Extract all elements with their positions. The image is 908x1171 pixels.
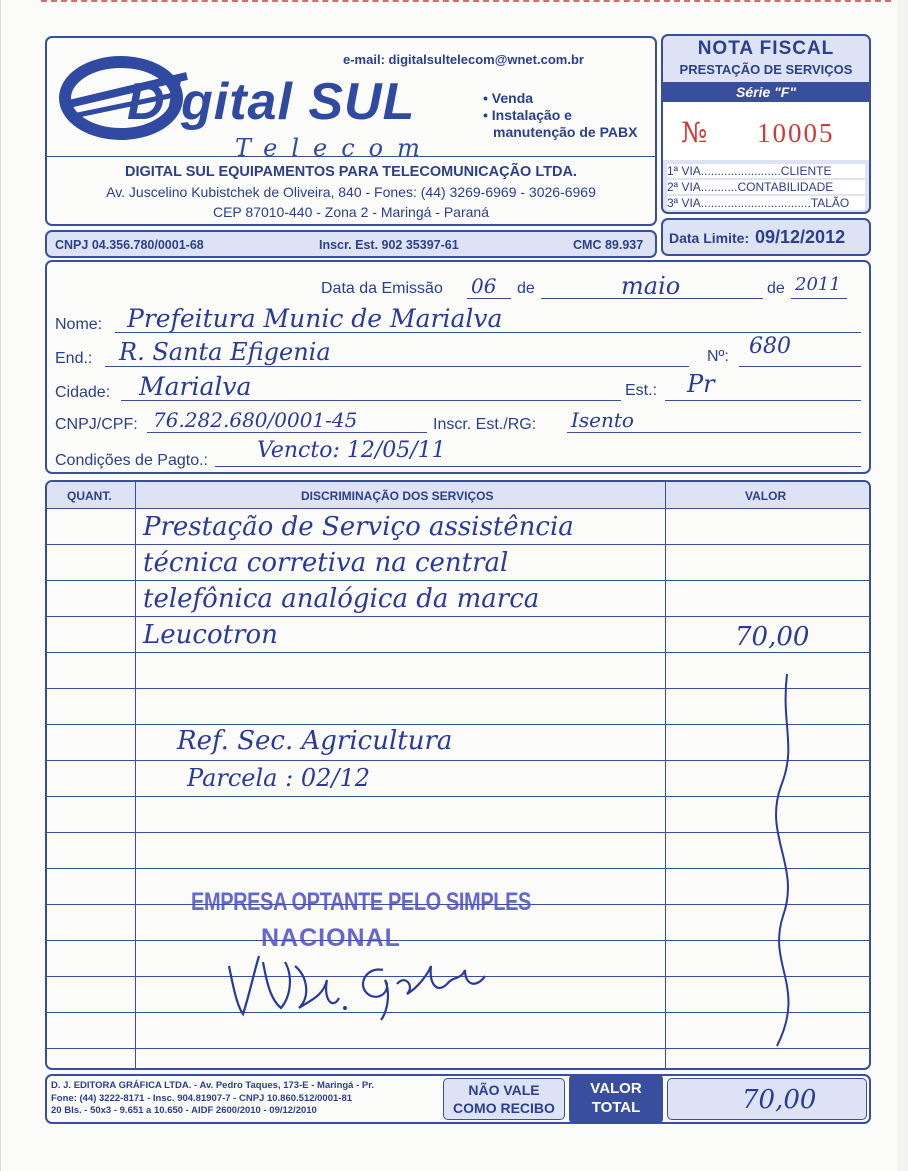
address-line [105, 366, 689, 367]
total-value-box [667, 1078, 867, 1120]
column-value-header: VALOR [745, 489, 787, 503]
invoice-number: 10005 [757, 118, 835, 148]
simples-stamp-line: EMPRESA OPTANTE PELO SIMPLES [191, 888, 531, 916]
customer-city: Marialva [139, 372, 252, 401]
column-qty-header: QUANT. [67, 489, 112, 503]
emission-year: 2011 [795, 274, 841, 295]
invoice-via-2: 2ª VIA...........CONTABILIDADE [667, 180, 865, 194]
number-label: Nº: [707, 348, 729, 365]
service-line-value: 70,00 [735, 622, 810, 652]
emission-de-2: de [767, 280, 785, 297]
company-header-box [45, 36, 657, 226]
service-description-line: telefônica analógica da marca [143, 584, 540, 614]
company-logo-text: Digital SUL [127, 73, 416, 131]
company-inscr: Inscr. Est. 902 35397-61 [319, 238, 459, 252]
limit-date-label: Data Limite: [669, 230, 750, 246]
invoice-title-box [661, 34, 871, 214]
invoice-title: NOTA FISCAL [697, 38, 835, 59]
city-label: Cidade: [55, 384, 111, 401]
cnpj-line [147, 432, 427, 433]
name-label: Nome: [55, 316, 103, 333]
address-label: End.: [55, 350, 93, 367]
emission-day: 06 [471, 274, 497, 298]
customer-name: Prefeitura Munic de Marialva [127, 304, 503, 333]
limit-date-value: 09/12/2012 [755, 227, 846, 247]
inscr-line [567, 432, 861, 433]
header-divider [47, 156, 655, 157]
company-services [483, 90, 637, 141]
invoice-number-area [663, 102, 869, 160]
emission-month: maio [621, 272, 681, 300]
table-row [47, 652, 869, 653]
reference-line: Parcela : 02/12 [187, 764, 370, 792]
services-table [45, 480, 871, 1070]
invoice-via-3: 3ª VIA.................................TALÃO [667, 196, 865, 210]
footer-box [45, 1074, 871, 1124]
printer-line: 20 Bls. - 50x3 - 9.651 a 10.650 - AIDF 2600/2010 - 09/12/2010 [51, 1105, 317, 1116]
service-item: • Venda [483, 90, 534, 106]
customer-inscr: Isento [571, 408, 634, 432]
cnpj-label: CNPJ/CPF: [55, 416, 138, 433]
total-label-badge [569, 1074, 663, 1124]
printer-info [51, 1080, 374, 1118]
perforation-line [41, 0, 891, 4]
company-cnpj: CNPJ 04.356.780/0001-68 [55, 238, 204, 252]
emission-de-1: de [517, 280, 535, 297]
table-row [47, 616, 869, 617]
simples-stamp-line: NACIONAL [261, 924, 401, 952]
printer-line: Fone: (44) 3222-8171 - Insc. 904.81907-7 - CNPJ 10.860.512/0001-81 [51, 1092, 353, 1104]
limit-date-box [661, 218, 871, 256]
company-legal-name: DIGITAL SUL EQUIPAMENTOS PARA TELECOMUNICAÇÃO LTDA. [125, 164, 577, 180]
total-label-text: VALOR [590, 1080, 642, 1097]
company-logo-subtext: Telecom [235, 134, 434, 162]
table-header [47, 482, 869, 509]
customer-cnpj: 76.282.680/0001-45 [153, 408, 358, 432]
service-item: • Instalação e [483, 107, 572, 123]
not-receipt-badge [443, 1078, 565, 1120]
state-line [665, 400, 861, 401]
service-item: manutenção de PABX [493, 124, 638, 140]
terms-line [215, 466, 861, 467]
not-receipt-text: NÃO VALE [468, 1082, 540, 1098]
emission-date-label: Data da Emissão [321, 280, 443, 297]
customer-state: Pr [687, 370, 715, 398]
number-line [739, 366, 861, 367]
value-column-divider [665, 482, 666, 1070]
customer-number: 680 [749, 334, 791, 359]
table-row [47, 544, 869, 545]
total-label-text: TOTAL [591, 1099, 641, 1116]
table-row [47, 580, 869, 581]
customer-address: R. Santa Efigenia [119, 338, 331, 366]
inscr-label: Inscr. Est./RG: [433, 416, 537, 433]
service-description-line: Leucotron [143, 620, 278, 650]
company-cmc: CMC 89.937 [573, 238, 644, 252]
payment-terms: Vencto: 12/05/11 [257, 438, 446, 463]
state-label: Est.: [625, 382, 658, 399]
invoice-series: Série "F" [663, 82, 869, 102]
column-description-header: DISCRIMINAÇÃO DOS SERVIÇOS [301, 489, 494, 503]
company-registration-strip [45, 230, 657, 258]
company-address-line1: Av. Juscelino Kubistchek de Oliveira, 840 - Fones: (44) 3269-6969 - 3026-6969 [106, 184, 596, 200]
service-description-line: técnica corretiva na central [143, 548, 509, 578]
qty-column-divider [135, 482, 136, 1070]
not-receipt-text: COMO RECIBO [453, 1100, 555, 1116]
signature [215, 936, 515, 1026]
company-address-line2: CEP 87010-440 - Zona 2 - Maringá - Paraná [212, 204, 489, 220]
year-line [791, 298, 847, 299]
service-description-line: Prestação de Serviço assistência [143, 512, 574, 542]
printer-line: D. J. EDITORA GRÁFICA LTDA. - Av. Pedro Taques, 173-E - Maringá - Pr. [51, 1080, 375, 1091]
invoice-via-1: 1ª VIA........................CLIENTE [667, 164, 865, 178]
day-line [467, 298, 511, 299]
company-email: e-mail: digitalsultelecom@wnet.com.br [343, 52, 584, 67]
invoice-number-symbol: № [681, 116, 708, 149]
value-cancel-squiggle [737, 666, 817, 1070]
invoice-subtitle: PRESTAÇÃO DE SERVIÇOS [679, 62, 853, 77]
terms-label: Condições de Pagto.: [55, 452, 208, 469]
total-value: 70,00 [742, 1085, 817, 1115]
reference-line: Ref. Sec. Agricultura [177, 726, 453, 756]
customer-form-box [45, 260, 871, 474]
